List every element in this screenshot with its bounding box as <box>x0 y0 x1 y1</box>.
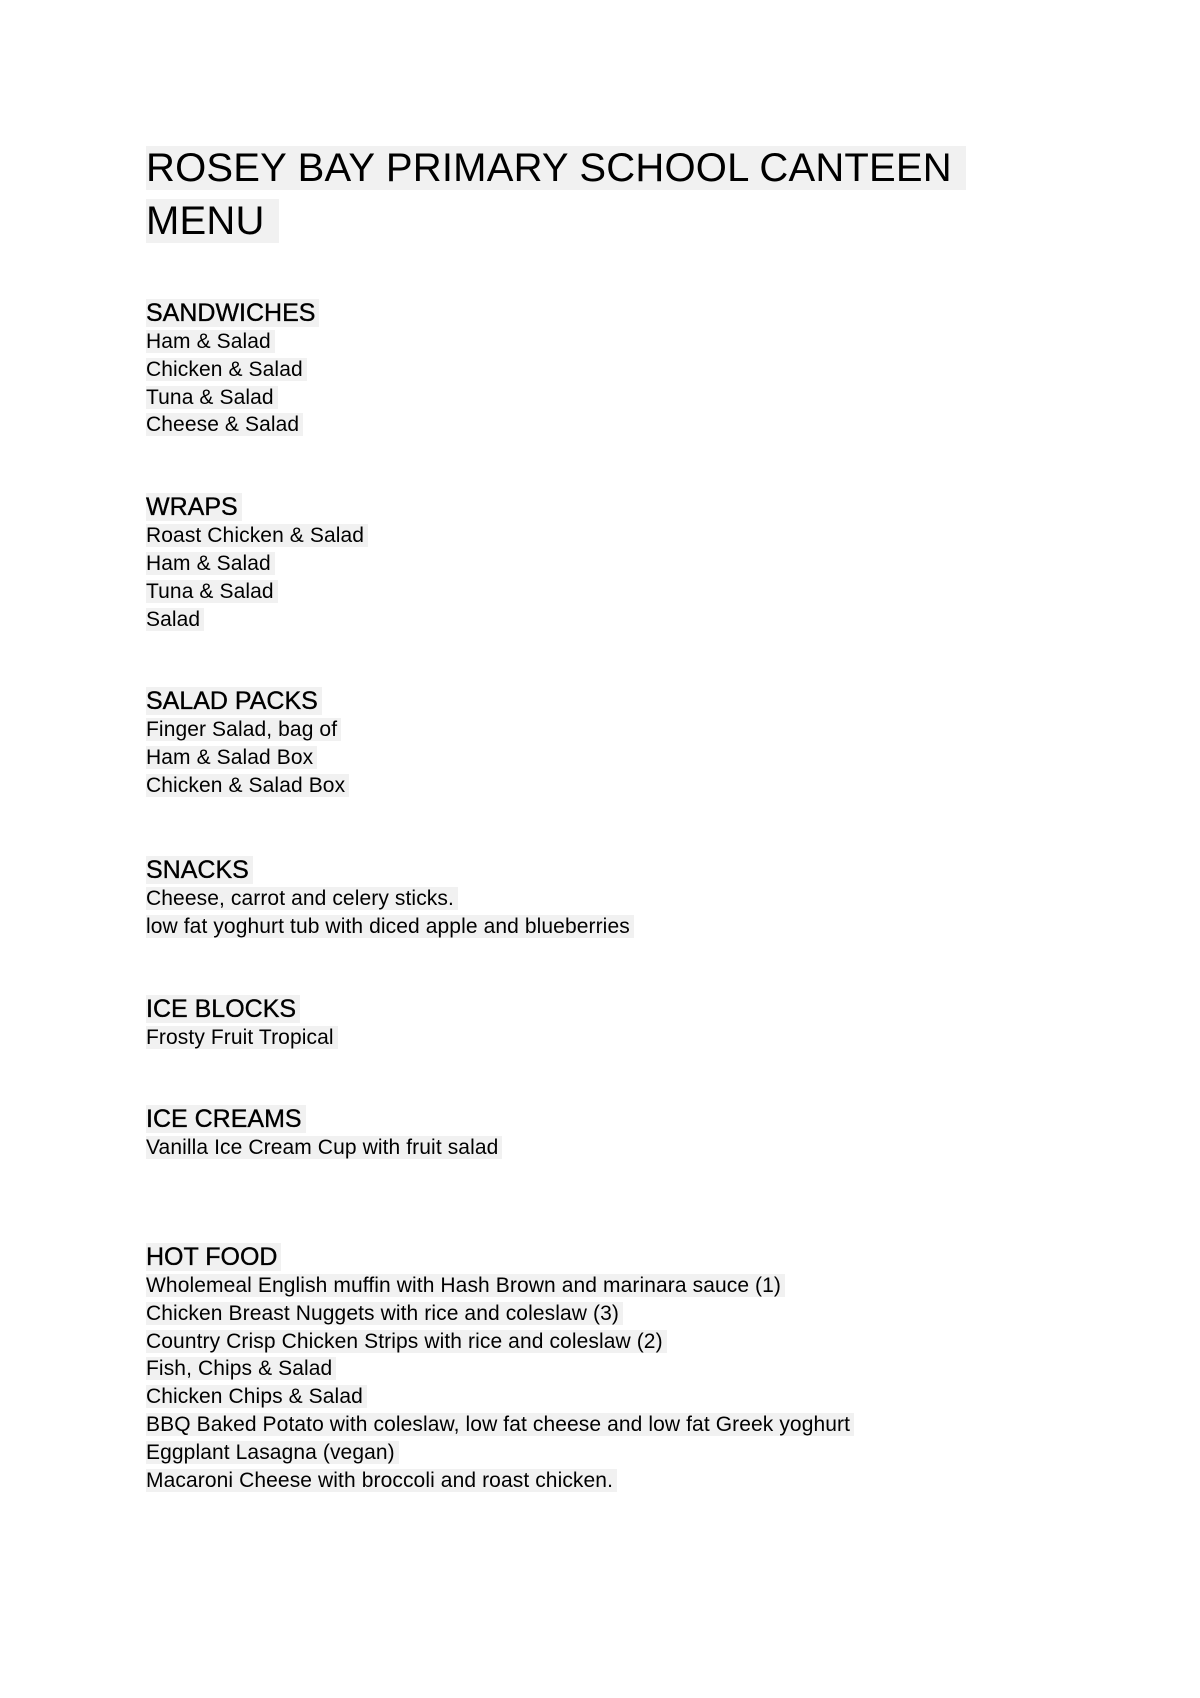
list-item: Chicken Chips & Salad <box>146 1383 1106 1411</box>
list-item: Roast Chicken & Salad <box>146 522 1106 550</box>
section-ice-blocks <box>146 994 1106 1052</box>
section-wraps <box>146 492 1106 633</box>
title-line-2: MENU <box>146 199 279 243</box>
list-item: Ham & Salad Box <box>146 744 1106 772</box>
list-item: Ham & Salad <box>146 550 1106 578</box>
list-item: Chicken & Salad Box <box>146 772 1106 800</box>
section-snacks <box>146 855 1106 941</box>
item-list <box>146 1024 1106 1052</box>
section-heading: HOT FOOD <box>146 1243 281 1271</box>
item-list <box>146 885 1106 941</box>
list-item: Chicken Breast Nuggets with rice and coleslaw (3) <box>146 1300 1106 1328</box>
menu-document <box>146 142 1106 1494</box>
item-list <box>146 328 1106 439</box>
list-item: BBQ Baked Potato with coleslaw, low fat cheese and low fat Greek yoghurt <box>146 1411 1106 1439</box>
list-item: Vanilla Ice Cream Cup with fruit salad <box>146 1134 1106 1162</box>
section-heading: SANDWICHES <box>146 299 319 327</box>
list-item: low fat yoghurt tub with diced apple and blueberries <box>146 913 1106 941</box>
section-heading: ICE BLOCKS <box>146 995 300 1023</box>
section-sandwiches <box>146 298 1106 439</box>
list-item: Macaroni Cheese with broccoli and roast chicken. <box>146 1467 1106 1495</box>
list-item: Chicken & Salad <box>146 356 1106 384</box>
list-item: Cheese, carrot and celery sticks. <box>146 885 1106 913</box>
list-item: Salad <box>146 606 1106 634</box>
list-item: Tuna & Salad <box>146 578 1106 606</box>
section-ice-creams <box>146 1104 1106 1162</box>
list-item: Ham & Salad <box>146 328 1106 356</box>
item-list <box>146 716 1106 799</box>
list-item: Finger Salad, bag of <box>146 716 1106 744</box>
section-hot-food <box>146 1242 1106 1494</box>
list-item: Frosty Fruit Tropical <box>146 1024 1106 1052</box>
document-title <box>146 142 1106 248</box>
item-list <box>146 1272 1106 1494</box>
list-item: Country Crisp Chicken Strips with rice and coleslaw (2) <box>146 1328 1106 1356</box>
section-heading: ICE CREAMS <box>146 1105 306 1133</box>
list-item: Cheese & Salad <box>146 411 1106 439</box>
list-item: Wholemeal English muffin with Hash Brown and marinara sauce (1) <box>146 1272 1106 1300</box>
list-item: Tuna & Salad <box>146 384 1106 412</box>
list-item: Eggplant Lasagna (vegan) <box>146 1439 1106 1467</box>
section-heading: SNACKS <box>146 856 253 884</box>
list-item: Fish, Chips & Salad <box>146 1355 1106 1383</box>
section-salad-packs <box>146 686 1106 799</box>
item-list <box>146 522 1106 633</box>
section-heading: WRAPS <box>146 493 242 521</box>
item-list <box>146 1134 1106 1162</box>
section-heading: SALAD PACKS <box>146 687 322 715</box>
title-line-1: ROSEY BAY PRIMARY SCHOOL CANTEEN <box>146 146 966 190</box>
